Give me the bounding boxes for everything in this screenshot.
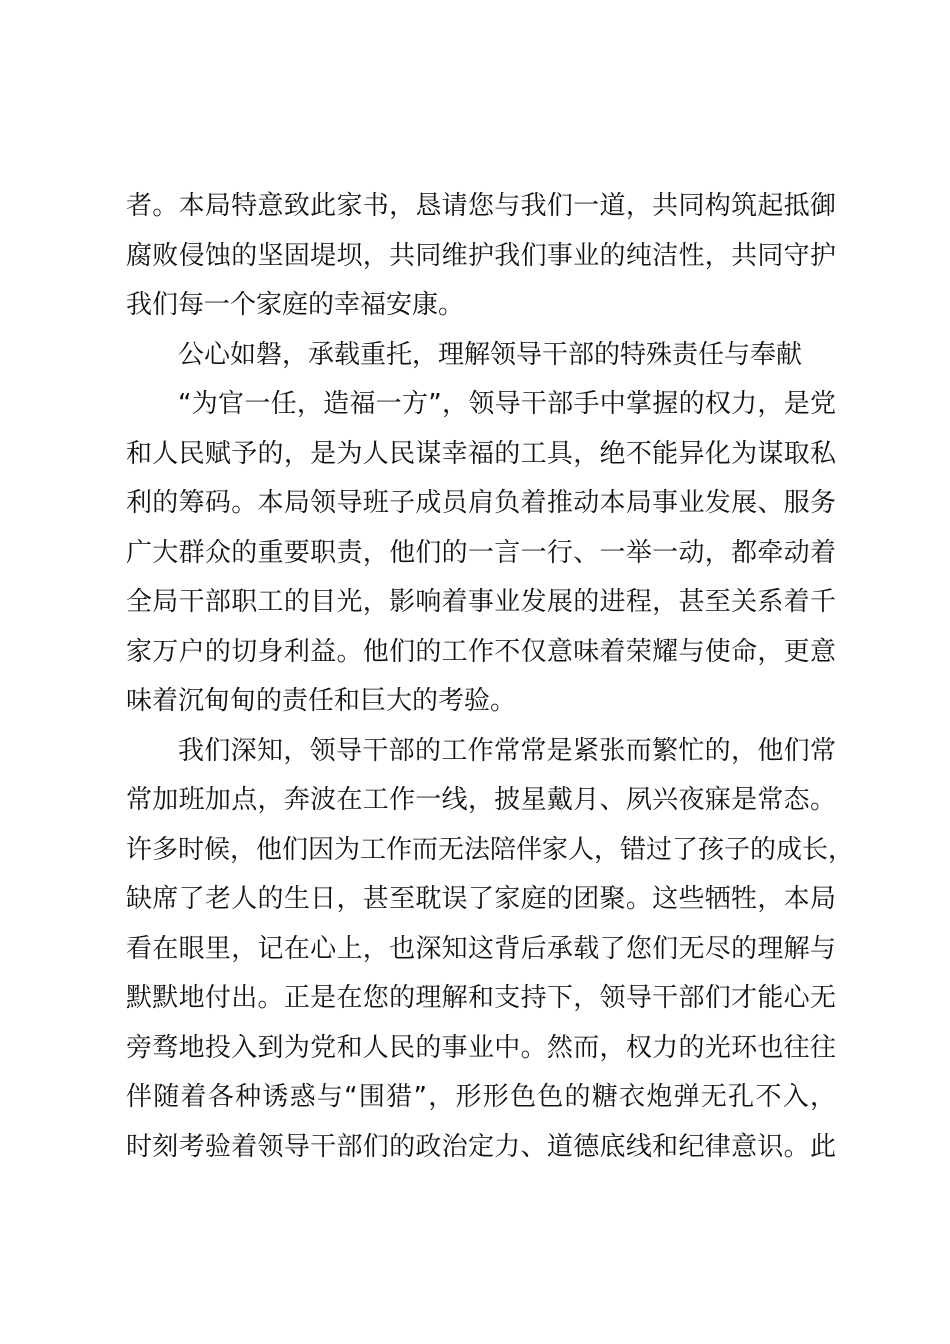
text-line-19: 伴随着各种诱惑与“围猎”，形形色色的糖衣炮弹无孔不入， <box>126 1082 836 1112</box>
text-line-16: 看在眼里，记在心上，也深知这背后承载了您们无尽的理解与 <box>126 933 836 964</box>
text-line-12: 我们深知，领导干部的工作常常是紧张而繁忙的，他们常 <box>178 735 836 766</box>
text-line-2: 腐败侵蚀的坚固堤坝，共同维护我们事业的纯洁性，共同守护 <box>126 240 836 271</box>
text-line-11: 味着沉甸甸的责任和巨大的考验。 <box>126 686 517 716</box>
text-line-14: 许多时候，他们因为工作而无法陪伴家人，错过了孩子的成长， <box>126 834 855 865</box>
text-line-17: 默默地付出。正是在您的理解和支持下，领导干部们才能心无 <box>126 983 836 1013</box>
text-line-8: 广大群众的重要职责，他们的一言一行、一举一动，都牵动着 <box>126 537 836 568</box>
section-heading: 公心如磐，承载重托，理解领导干部的特殊责任与奉献 <box>178 339 803 370</box>
text-line-9: 全局干部职工的目光，影响着事业发展的进程，甚至关系着千 <box>126 587 836 617</box>
text-line-7: 利的筹码。本局领导班子成员肩负着推动本局事业发展、服务 <box>126 488 836 518</box>
text-line-20: 时刻考验着领导干部们的政治定力、道德底线和纪律意识。此 <box>126 1131 836 1162</box>
text-line-13: 常加班加点，奔波在工作一线，披星戴月、夙兴夜寐是常态。 <box>126 785 836 815</box>
document-body <box>126 182 855 1172</box>
text-line-6: 和人民赋予的，是为人民谋幸福的工具，绝不能异化为谋取私 <box>126 438 836 469</box>
text-line-5: “为官一任，造福一方”，领导干部手中掌握的权力，是党 <box>178 389 836 419</box>
text-line-15: 缺席了老人的生日，甚至耽误了家庭的团聚。这些牺牲，本局 <box>126 884 836 914</box>
text-line-1: 者。本局特意致此家书，恳请您与我们一道，共同构筑起抵御 <box>126 191 836 221</box>
text-line-3: 我们每一个家庭的幸福安康。 <box>126 290 465 320</box>
text-line-10: 家万户的切身利益。他们的工作不仅意味着荣耀与使命，更意 <box>126 636 836 667</box>
text-line-18: 旁骛地投入到为党和人民的事业中。然而，权力的光环也往往 <box>126 1032 836 1063</box>
